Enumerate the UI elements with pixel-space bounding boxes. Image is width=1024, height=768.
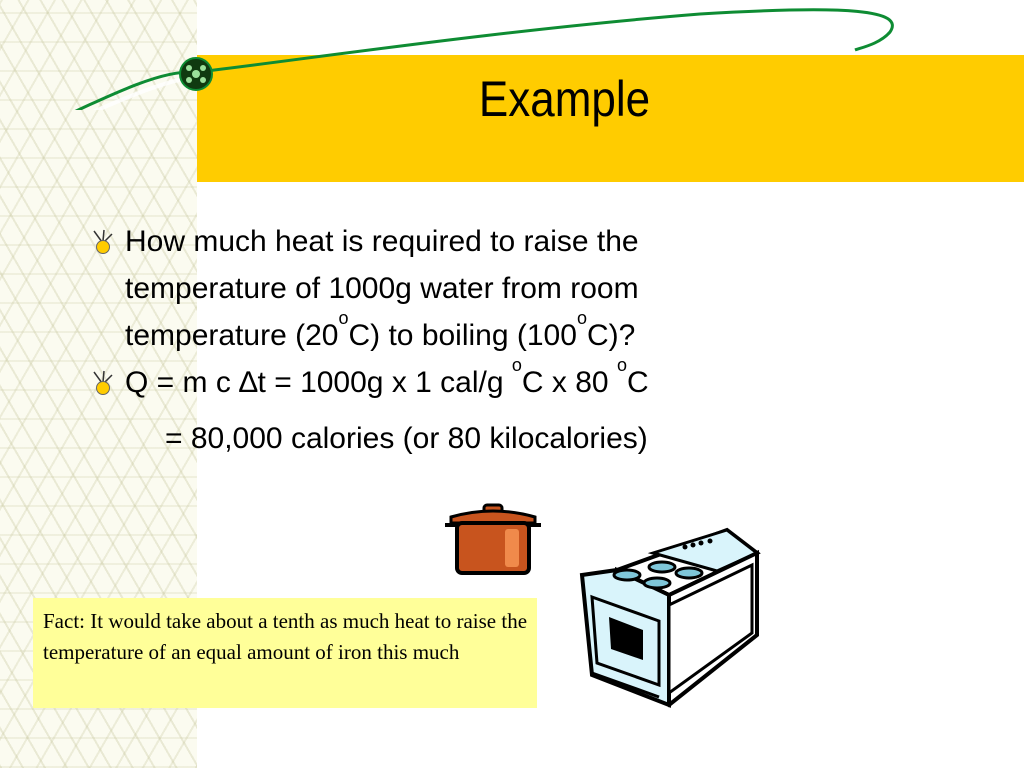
bullet-icon: [90, 218, 125, 265]
degree-superscript: o: [511, 355, 522, 375]
bullet-list: [90, 218, 850, 462]
stove-icon: [577, 525, 763, 710]
bullet-line: temperature of 1000g water from room: [125, 272, 639, 305]
formula-line: Q = m c ∆t = 1000g x 1 cal/g $^o$C x 80 $^o$C: [125, 355, 649, 399]
bullet-icon: [90, 359, 125, 406]
bullet-item: [90, 355, 850, 406]
slide-title: Example: [478, 71, 651, 127]
fact-callout: Fact: It would take about a tenth as much heat to raise the temperature of an equal amount of iron this much: [33, 598, 537, 708]
degree-superscript: o: [576, 308, 587, 328]
degree-superscript: o: [616, 355, 627, 375]
ornament-icon: [180, 58, 212, 90]
degree-superscript: o: [338, 308, 349, 328]
bullet-item: [90, 218, 850, 359]
result-line: = 80,000 calories (or 80 kilocalories): [165, 422, 648, 455]
bullet-line: temperature (20$^o$C) to boiling (100$^o$C)?: [125, 308, 636, 352]
pot-icon: [443, 503, 543, 578]
bullet-line: How much heat is required to raise the: [125, 225, 639, 258]
bullet-text: [125, 218, 850, 359]
